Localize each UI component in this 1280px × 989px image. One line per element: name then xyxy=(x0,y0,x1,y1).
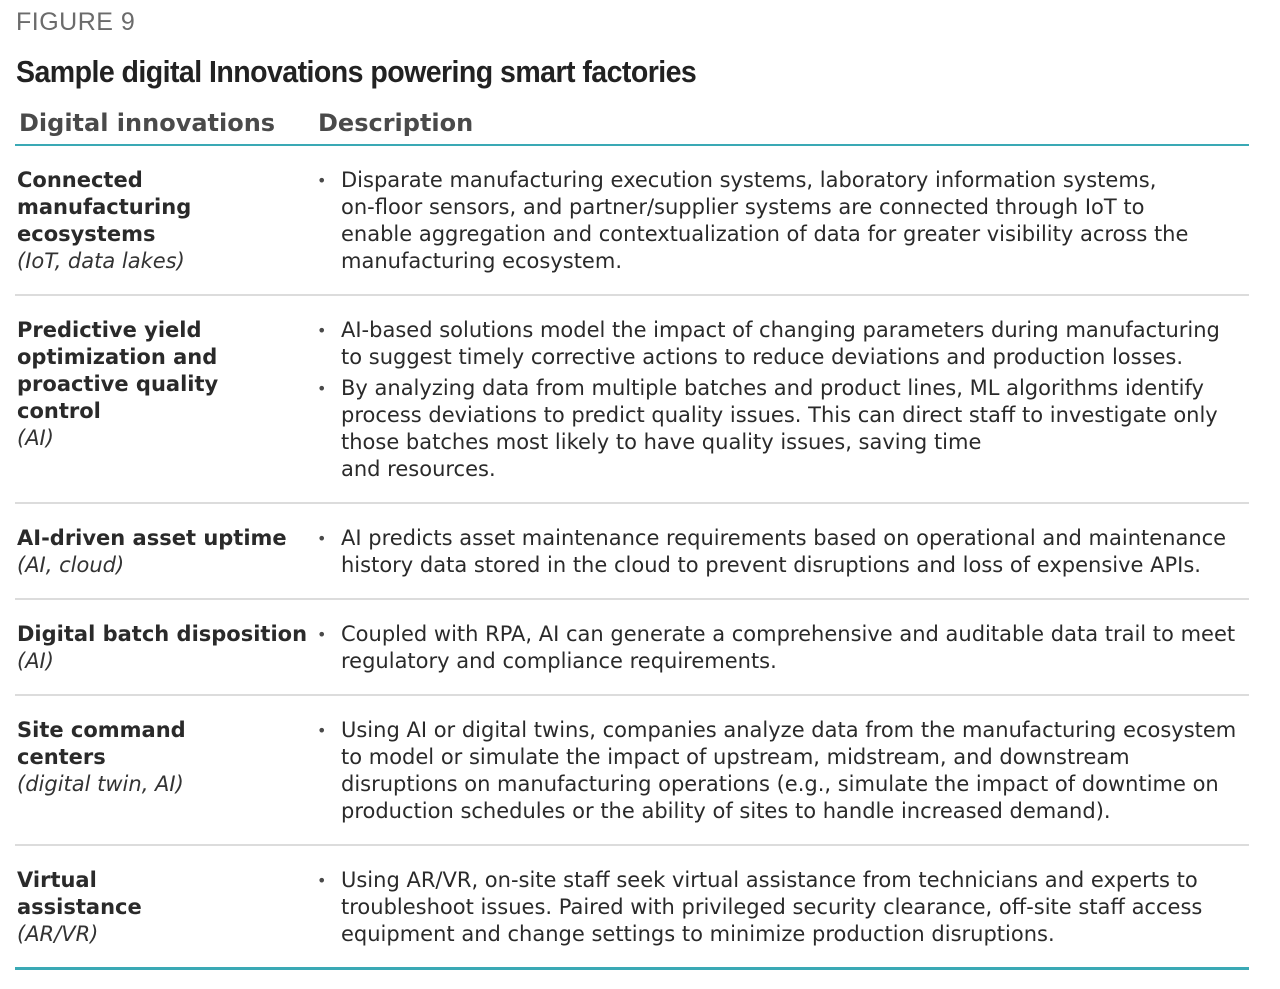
description-bullet xyxy=(315,621,1249,675)
innovation-technologies: (AI) xyxy=(17,426,54,450)
innovation-name-line: centers xyxy=(17,745,106,769)
description-line: and resources. xyxy=(341,457,496,481)
bullet-dot-icon: • xyxy=(317,171,327,190)
innovation-technologies: (AI) xyxy=(17,649,54,673)
innovation-technologies: (IoT, data lakes) xyxy=(17,249,185,273)
description-cell xyxy=(315,717,1249,825)
table-body xyxy=(15,146,1249,970)
header-digital-innovations: Digital innovations xyxy=(19,109,276,137)
bullet-dot-icon: • xyxy=(317,379,327,398)
description-line: manufacturing ecosystem. xyxy=(341,249,622,273)
description-bullet xyxy=(315,717,1249,825)
description-cell xyxy=(315,317,1249,483)
table-row xyxy=(15,846,1249,970)
innovation-cell xyxy=(17,525,307,579)
description-line: equipment and change settings to minimize production disruptions. xyxy=(341,922,1055,946)
table-row xyxy=(15,504,1249,600)
description-bullet xyxy=(315,167,1249,275)
innovation-name-line: Digital batch disposition xyxy=(17,622,308,646)
description-cell xyxy=(315,867,1249,948)
innovation-cell xyxy=(17,867,307,948)
bullet-dot-icon: • xyxy=(317,321,327,340)
description-line: history data stored in the cloud to prevent disruptions and loss of expensive APIs. xyxy=(341,553,1201,577)
table-row xyxy=(15,696,1249,846)
innovations-table xyxy=(15,100,1249,970)
innovation-technologies: (digital twin, AI) xyxy=(17,772,184,796)
description-line: AI predicts asset maintenance requirements based on operational and maintenance xyxy=(341,526,1227,550)
innovation-name-line: ecosystems xyxy=(17,222,156,246)
innovation-name-line: control xyxy=(17,399,101,423)
description-cell xyxy=(315,167,1249,275)
innovation-name-line: AI-driven asset uptime xyxy=(17,526,287,550)
description-bullet xyxy=(315,525,1249,579)
bullet-dot-icon: • xyxy=(317,871,327,890)
table-row xyxy=(15,600,1249,696)
innovation-cell xyxy=(17,317,307,452)
description-line: enable aggregation and contextualization of data for greater visibility across the xyxy=(341,222,1189,246)
table-row xyxy=(15,296,1249,504)
description-bullet xyxy=(315,317,1249,371)
description-line: process deviations to predict quality issues. This can direct staff to investigate only xyxy=(341,403,1218,427)
innovation-name-line: Virtual xyxy=(17,868,97,892)
description-line: By analyzing data from multiple batches and product lines, ML algorithms identify xyxy=(341,376,1204,400)
table-row xyxy=(15,146,1249,296)
description-line: to suggest timely corrective actions to reduce deviations and production losses. xyxy=(341,345,1184,369)
header-description: Description xyxy=(318,109,474,137)
innovation-name-line: optimization and xyxy=(17,345,218,369)
description-cell xyxy=(315,525,1249,579)
bullet-dot-icon: • xyxy=(317,529,327,548)
innovation-cell xyxy=(17,621,307,675)
description-line: Coupled with RPA, AI can generate a comprehensive and auditable data trail to meet xyxy=(341,622,1236,646)
description-line: Using AR/VR, on-site staff seek virtual assistance from technicians and experts to xyxy=(341,868,1198,892)
description-line: disruptions on manufacturing operations (e.g., simulate the impact of downtime on xyxy=(341,772,1219,796)
description-line: those batches most likely to have quality issues, saving time xyxy=(341,430,982,454)
description-line: on-floor sensors, and partner/supplier systems are connected through IoT to xyxy=(341,195,1145,219)
table-header-row xyxy=(15,100,1249,146)
innovation-technologies: (AI, cloud) xyxy=(17,553,125,577)
description-cell xyxy=(315,621,1249,675)
innovation-technologies: (AR/VR) xyxy=(17,922,99,946)
innovation-name-line: Predictive yield xyxy=(17,318,202,342)
bullet-dot-icon: • xyxy=(317,721,327,740)
description-bullet xyxy=(315,867,1249,948)
innovation-cell xyxy=(17,717,307,798)
innovation-name-line: proactive quality xyxy=(17,372,219,396)
description-line: troubleshoot issues. Paired with privileged security clearance, off-site staff access xyxy=(341,895,1203,919)
description-line: production schedules or the ability of sites to handle increased demand). xyxy=(341,799,1111,823)
description-line: Using AI or digital twins, companies analyze data from the manufacturing ecosystem xyxy=(341,718,1237,742)
description-line: regulatory and compliance requirements. xyxy=(341,649,777,673)
description-bullet xyxy=(315,375,1249,483)
description-line: AI-based solutions model the impact of changing parameters during manufacturing xyxy=(341,318,1220,342)
bullet-dot-icon: • xyxy=(317,625,327,644)
innovation-cell xyxy=(17,167,307,275)
innovation-name-line: Site command xyxy=(17,718,186,742)
innovation-name-line: assistance xyxy=(17,895,142,919)
figure-title: Sample digital Innovations powering smart factories xyxy=(16,54,697,89)
description-line: Disparate manufacturing execution systems, laboratory information systems, xyxy=(341,168,1157,192)
innovation-name-line: manufacturing xyxy=(17,195,192,219)
innovation-name-line: Connected xyxy=(17,168,143,192)
description-line: to model or simulate the impact of upstream, midstream, and downstream xyxy=(341,745,1130,769)
figure-label: FIGURE 9 xyxy=(16,8,136,36)
